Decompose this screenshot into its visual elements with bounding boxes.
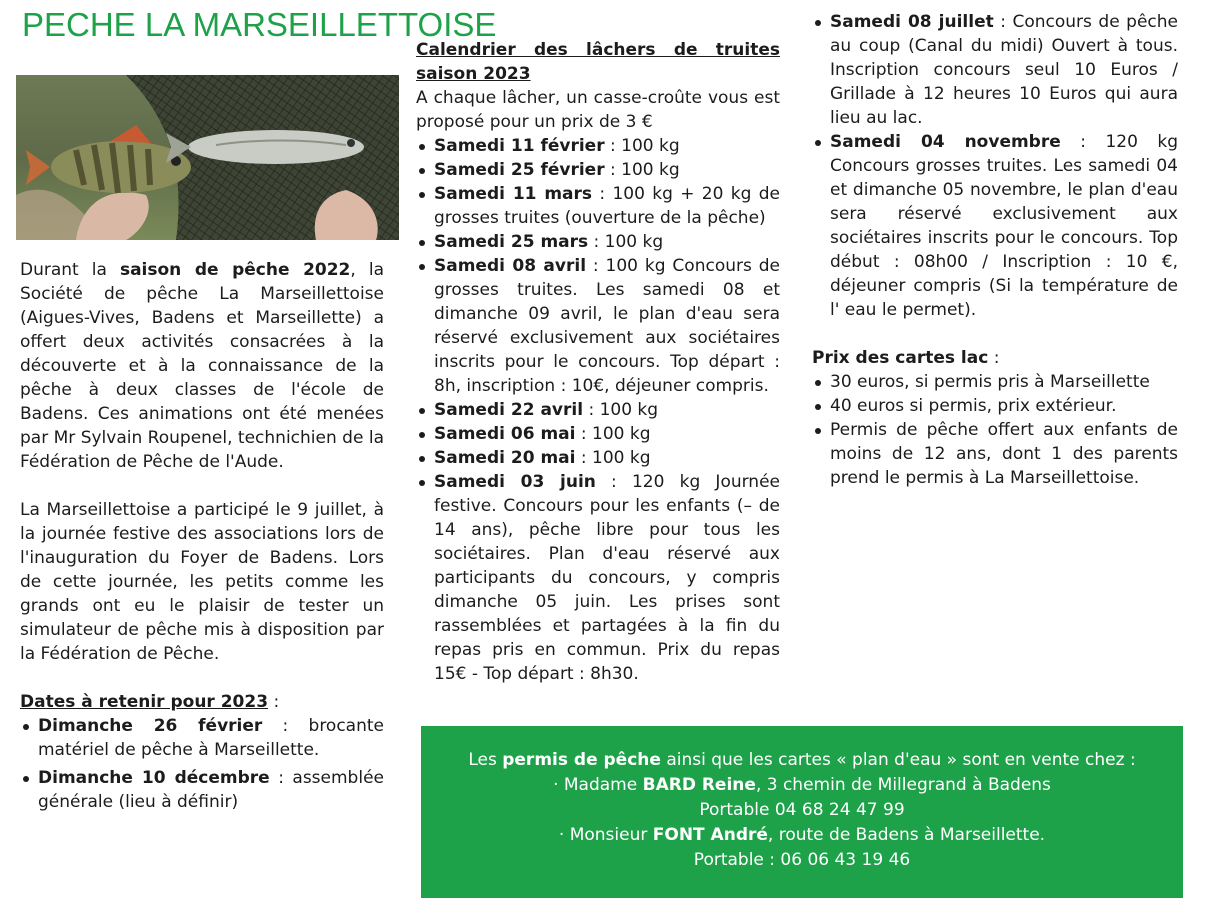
page-title: PECHE LA MARSEILLETTOISE [22, 6, 497, 43]
list-item: Samedi 11 février : 100 kg [416, 134, 780, 158]
vendor-1: · Madame BARD Reine, 3 chemin de Millegrand à Badens [553, 775, 1051, 795]
vendor-1-phone: Portable 04 68 24 47 99 [699, 800, 905, 820]
intro-column [20, 258, 384, 814]
vendor-2: · Monsieur FONT André, route de Badens à Marseillette. [558, 825, 1046, 845]
dates-heading: Dates à retenir pour 2023 : [20, 692, 280, 712]
release-list [416, 134, 780, 686]
calendar-heading: Calendrier des lâchers de truites saison 2023 [416, 40, 780, 84]
list-item: Dimanche 10 décembre : assemblée générale (lieu à définir) [20, 766, 384, 814]
sales-info-box [421, 726, 1183, 898]
prices-list [812, 370, 1178, 490]
list-item: Samedi 06 mai : 100 kg [416, 422, 780, 446]
calendar-column [416, 38, 780, 686]
list-item: 40 euros si permis, prix extérieur. [812, 394, 1178, 418]
vendor-2-phone: Portable : 06 06 43 19 46 [693, 850, 911, 870]
list-item: Samedi 04 novembre : 120 kg Concours grosses truites. Les samedi 04 et dimanche 05 novembre, le plan d'eau sera réservé exclusivement aux sociétaires inscrits pour le concours. Top début : 08h00 / Inscription : 10 €, déjeuner compris (Si la température de l' eau le permet). [812, 130, 1178, 322]
list-item: 30 euros, si permis pris à Marseillette [812, 370, 1178, 394]
prices-heading: Prix des cartes lac : [812, 348, 1000, 368]
fish-photo [16, 75, 399, 240]
list-item: Samedi 08 avril : 100 kg Concours de grosses truites. Les samedi 08 et dimanche 09 avril, le plan d'eau sera réservé exclusivement aux sociétaires inscrits pour le concours. Top départ : 8h, inscription : 10€, déjeuner compris. [416, 254, 780, 398]
events-column [812, 10, 1178, 490]
calendar-intro: A chaque lâcher, un casse-croûte vous est proposé pour un prix de 3 € [416, 88, 780, 132]
festive-day-paragraph: La Marseillettoise a participé le 9 juillet, à la journée festive des associations lors de l'inauguration du Foyer de Badens. Lors de cette journée, les petits comme les grands ont eu le plaisir de tester un simulateur de pêche mis à disposition par la Fédération de Pêche. [20, 500, 384, 664]
sales-intro: Les permis de pêche ainsi que les cartes « plan d'eau » sont en vente chez : [468, 750, 1136, 770]
events-list [812, 10, 1178, 322]
season-2022-paragraph: Durant la saison de pêche 2022, la Société de pêche La Marseillettoise (Aigues-Vives, Badens et Marseillette) a offert deux activités consacrées à la découverte et à la connaissance de la pêche à deux classes de l'école de Badens. Ces animations ont été menées par Mr Sylvain Roupenel, technichien de la Fédération de Pêche de l'Aude. [20, 260, 384, 472]
list-item: Dimanche 26 février : brocante matériel de pêche à Marseillette. [20, 714, 384, 762]
list-item: Samedi 08 juillet : Concours de pêche au coup (Canal du midi) Ouvert à tous. Inscription concours seul 10 Euros / Grillade à 12 heures 10 Euros qui aura lieu au lac. [812, 10, 1178, 130]
list-item: Permis de pêche offert aux enfants de moins de 12 ans, dont 1 des parents prend le permis à La Marseillettoise. [812, 418, 1178, 490]
dates-list [20, 714, 384, 814]
list-item: Samedi 25 mars : 100 kg [416, 230, 780, 254]
list-item: Samedi 25 février : 100 kg [416, 158, 780, 182]
list-item: Samedi 20 mai : 100 kg [416, 446, 780, 470]
list-item: Samedi 03 juin : 120 kg Journée festive. Concours pour les enfants (– de 14 ans), pêche libre pour tous les sociétaires. Plan d'eau réservé aux participants du concours, y compris dimanche 05 juin. Les prises sont rassemblées et partagées à la fin du repas pris en commun. Prix du repas 15€ - Top départ : 8h30. [416, 470, 780, 686]
season-2022-highlight: saison de pêche 2022 [119, 260, 351, 280]
list-item: Samedi 22 avril : 100 kg [416, 398, 780, 422]
list-item: Samedi 11 mars : 100 kg + 20 kg de grosses truites (ouverture de la pêche) [416, 182, 780, 230]
